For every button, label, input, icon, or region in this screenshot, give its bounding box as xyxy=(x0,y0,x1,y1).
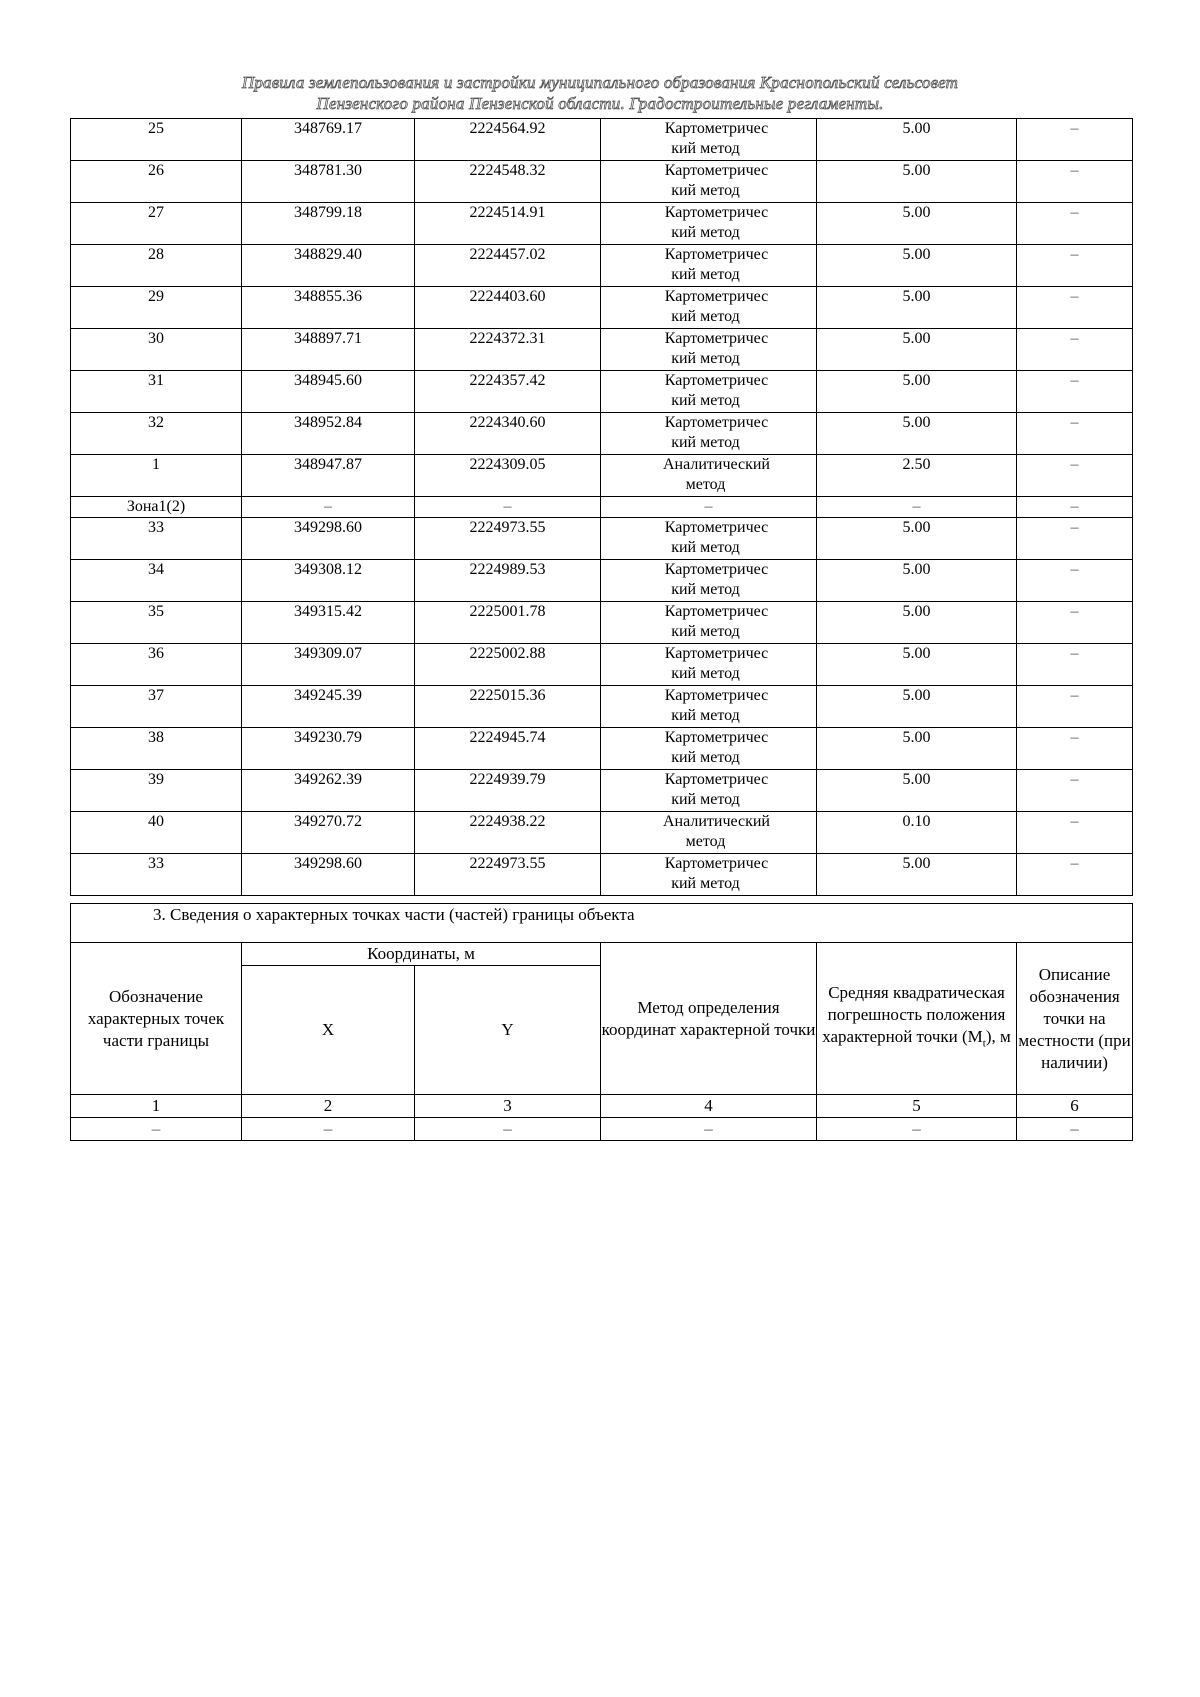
method-line-1: Картометричес xyxy=(664,162,769,179)
col-coords-header: Координаты, м xyxy=(242,943,601,966)
zone-cell-x: – xyxy=(242,497,415,518)
cell-point: 26 xyxy=(71,161,242,203)
cell-point: 29 xyxy=(71,287,242,329)
table-row xyxy=(71,329,1133,371)
cell-method xyxy=(601,245,817,287)
cell-x: 349245.39 xyxy=(242,686,415,728)
method-line-1: Картометричес xyxy=(664,519,769,536)
empty-cell: – xyxy=(415,1118,601,1141)
method-line-1: Картометричес xyxy=(664,372,769,389)
method-line-1: Картометричес xyxy=(664,687,769,704)
method-line-2: кий метод xyxy=(671,266,740,283)
method-line-1: Картометричес xyxy=(664,561,769,578)
cell-x: 349309.07 xyxy=(242,644,415,686)
method-line-1: Картометричес xyxy=(664,246,769,263)
cell-error: 5.00 xyxy=(817,854,1017,896)
cell-point: 33 xyxy=(71,518,242,560)
table-row xyxy=(71,602,1133,644)
cell-desc: – xyxy=(1017,119,1133,161)
col-desc-header: Описание обозначения точки на местности (при наличии) xyxy=(1017,943,1133,1095)
method-line-1: Картометричес xyxy=(664,120,769,137)
cell-desc: – xyxy=(1017,518,1133,560)
table-row xyxy=(71,287,1133,329)
cell-y: 2224372.31 xyxy=(415,329,601,371)
zone-cell-desc: – xyxy=(1017,497,1133,518)
column-number: 4 xyxy=(601,1095,817,1118)
cell-y: 2224548.32 xyxy=(415,161,601,203)
cell-y: 2224403.60 xyxy=(415,287,601,329)
table-row xyxy=(71,728,1133,770)
col-point-header: Обозначение характерных точек части границы xyxy=(71,943,242,1095)
cell-method xyxy=(601,119,817,161)
column-number: 3 xyxy=(415,1095,601,1118)
cell-x: 348945.60 xyxy=(242,371,415,413)
cell-x: 348952.84 xyxy=(242,413,415,455)
cell-y: 2224564.92 xyxy=(415,119,601,161)
zone-cell-m: – xyxy=(601,497,817,518)
cell-error: 5.00 xyxy=(817,560,1017,602)
cell-point: 30 xyxy=(71,329,242,371)
method-line-1: Картометричес xyxy=(664,330,769,347)
method-line-2: кий метод xyxy=(671,392,740,409)
cell-y: 2224938.22 xyxy=(415,812,601,854)
cell-method xyxy=(601,812,817,854)
method-line-2: кий метод xyxy=(671,665,740,682)
cell-x: 349315.42 xyxy=(242,602,415,644)
empty-cell: – xyxy=(817,1118,1017,1141)
cell-y: 2224973.55 xyxy=(415,518,601,560)
cell-error: 5.00 xyxy=(817,245,1017,287)
table-row xyxy=(71,455,1133,497)
cell-y: 2224939.79 xyxy=(415,770,601,812)
cell-desc: – xyxy=(1017,413,1133,455)
section3-table xyxy=(70,903,1133,1141)
method-line-2: метод xyxy=(685,833,726,850)
cell-error: 5.00 xyxy=(817,728,1017,770)
cell-error: 5.00 xyxy=(817,203,1017,245)
cell-point: 36 xyxy=(71,644,242,686)
cell-point: 38 xyxy=(71,728,242,770)
cell-method xyxy=(601,602,817,644)
cell-desc: – xyxy=(1017,854,1133,896)
table-row xyxy=(71,371,1133,413)
cell-x: 348781.30 xyxy=(242,161,415,203)
cell-y: 2225001.78 xyxy=(415,602,601,644)
cell-desc: – xyxy=(1017,728,1133,770)
cell-y: 2225002.88 xyxy=(415,644,601,686)
empty-cell: – xyxy=(601,1118,817,1141)
cell-method xyxy=(601,854,817,896)
header-line-2: Пензенского района Пензенской области. Градостроительные регламенты. xyxy=(316,94,884,113)
cell-error: 5.00 xyxy=(817,413,1017,455)
method-line-2: кий метод xyxy=(671,308,740,325)
method-line-1: Картометричес xyxy=(664,645,769,662)
cell-desc: – xyxy=(1017,161,1133,203)
method-line-2: кий метод xyxy=(671,434,740,451)
cell-point: 33 xyxy=(71,854,242,896)
table-row xyxy=(71,644,1133,686)
cell-error: 5.00 xyxy=(817,287,1017,329)
method-line-1: Аналитический xyxy=(662,813,770,830)
method-line-1: Картометричес xyxy=(664,855,769,872)
method-line-2: кий метод xyxy=(671,581,740,598)
col-x-header: X xyxy=(242,966,415,1095)
empty-cell: – xyxy=(1017,1118,1133,1141)
cell-point: 28 xyxy=(71,245,242,287)
column-number: 2 xyxy=(242,1095,415,1118)
cell-point: 37 xyxy=(71,686,242,728)
column-number-row xyxy=(71,1095,1133,1118)
method-line-2: кий метод xyxy=(671,539,740,556)
cell-y: 2225015.36 xyxy=(415,686,601,728)
cell-error: 5.00 xyxy=(817,770,1017,812)
cell-desc: – xyxy=(1017,329,1133,371)
table-row xyxy=(71,161,1133,203)
cell-y: 2224973.55 xyxy=(415,854,601,896)
cell-error: 5.00 xyxy=(817,119,1017,161)
cell-point: 27 xyxy=(71,203,242,245)
header-line-1: Правила землепользования и застройки муниципального образования Краснопольский сельсовет xyxy=(241,73,959,92)
table-row xyxy=(71,770,1133,812)
cell-x: 348947.87 xyxy=(242,455,415,497)
method-line-1: Картометричес xyxy=(664,204,769,221)
cell-y: 2224457.02 xyxy=(415,245,601,287)
cell-error: 5.00 xyxy=(817,686,1017,728)
method-line-1: Картометричес xyxy=(664,288,769,305)
cell-method xyxy=(601,329,817,371)
cell-error: 0.10 xyxy=(817,812,1017,854)
method-line-1: Аналитический xyxy=(662,456,770,473)
cell-point: 1 xyxy=(71,455,242,497)
col-error-header xyxy=(817,943,1017,1095)
empty-data-row xyxy=(71,1118,1133,1141)
col-error-unit: ), м xyxy=(985,1027,1011,1047)
cell-desc: – xyxy=(1017,203,1133,245)
cell-desc: – xyxy=(1017,602,1133,644)
cell-x: 349230.79 xyxy=(242,728,415,770)
cell-method xyxy=(601,203,817,245)
cell-y: 2224945.74 xyxy=(415,728,601,770)
page-header xyxy=(0,72,1200,114)
column-number: 1 xyxy=(71,1095,242,1118)
coordinates-table xyxy=(70,118,1133,896)
zone-cell-err: – xyxy=(817,497,1017,518)
column-number: 6 xyxy=(1017,1095,1133,1118)
cell-x: 348897.71 xyxy=(242,329,415,371)
cell-y: 2224309.05 xyxy=(415,455,601,497)
method-line-2: кий метод xyxy=(671,707,740,724)
table-row xyxy=(71,854,1133,896)
method-line-1: Картометричес xyxy=(664,771,769,788)
cell-point: 32 xyxy=(71,413,242,455)
cell-error: 5.00 xyxy=(817,518,1017,560)
cell-y: 2224357.42 xyxy=(415,371,601,413)
cell-method xyxy=(601,371,817,413)
cell-point: 40 xyxy=(71,812,242,854)
zone-cell-n: Зона1(2) xyxy=(71,497,242,518)
method-line-2: кий метод xyxy=(671,749,740,766)
table-row xyxy=(71,413,1133,455)
zone-row xyxy=(71,497,1133,518)
cell-x: 348829.40 xyxy=(242,245,415,287)
method-line-2: кий метод xyxy=(671,791,740,808)
zone-cell-y: – xyxy=(415,497,601,518)
cell-method xyxy=(601,770,817,812)
cell-error: 5.00 xyxy=(817,602,1017,644)
cell-method xyxy=(601,518,817,560)
cell-point: 39 xyxy=(71,770,242,812)
cell-x: 349270.72 xyxy=(242,812,415,854)
cell-desc: – xyxy=(1017,371,1133,413)
method-line-2: метод xyxy=(685,476,726,493)
cell-point: 34 xyxy=(71,560,242,602)
method-line-1: Картометричес xyxy=(664,729,769,746)
method-line-2: кий метод xyxy=(671,875,740,892)
table-row xyxy=(71,686,1133,728)
col-error-sub: t xyxy=(982,1037,986,1050)
cell-error: 5.00 xyxy=(817,161,1017,203)
cell-y: 2224514.91 xyxy=(415,203,601,245)
cell-desc: – xyxy=(1017,287,1133,329)
cell-desc: – xyxy=(1017,455,1133,497)
method-line-1: Картометричес xyxy=(664,414,769,431)
cell-error: 2.50 xyxy=(817,455,1017,497)
cell-point: 25 xyxy=(71,119,242,161)
cell-error: 5.00 xyxy=(817,644,1017,686)
col-y-header: Y xyxy=(415,966,601,1095)
cell-error: 5.00 xyxy=(817,371,1017,413)
cell-desc: – xyxy=(1017,560,1133,602)
cell-y: 2224340.60 xyxy=(415,413,601,455)
method-line-2: кий метод xyxy=(671,224,740,241)
cell-method xyxy=(601,644,817,686)
cell-error: 5.00 xyxy=(817,329,1017,371)
col-error-text: Средняя квадратическая погрешность положения характерной точки (M xyxy=(822,983,1006,1047)
cell-method xyxy=(601,560,817,602)
cell-point: 35 xyxy=(71,602,242,644)
cell-method xyxy=(601,455,817,497)
method-line-2: кий метод xyxy=(671,140,740,157)
section3-title: 3. Сведения о характерных точках части (частей) границы объекта xyxy=(71,904,1133,943)
table-row xyxy=(71,518,1133,560)
cell-method xyxy=(601,728,817,770)
cell-desc: – xyxy=(1017,770,1133,812)
cell-method xyxy=(601,686,817,728)
cell-desc: – xyxy=(1017,245,1133,287)
empty-cell: – xyxy=(71,1118,242,1141)
column-number: 5 xyxy=(817,1095,1017,1118)
cell-desc: – xyxy=(1017,812,1133,854)
cell-desc: – xyxy=(1017,686,1133,728)
table-row xyxy=(71,812,1133,854)
table-row xyxy=(71,245,1133,287)
table-row xyxy=(71,119,1133,161)
cell-method xyxy=(601,161,817,203)
table-row xyxy=(71,203,1133,245)
method-line-2: кий метод xyxy=(671,623,740,640)
cell-desc: – xyxy=(1017,644,1133,686)
cell-method xyxy=(601,413,817,455)
cell-x: 348799.18 xyxy=(242,203,415,245)
cell-x: 348769.17 xyxy=(242,119,415,161)
method-line-2: кий метод xyxy=(671,182,740,199)
cell-x: 349262.39 xyxy=(242,770,415,812)
method-line-2: кий метод xyxy=(671,350,740,367)
cell-x: 349308.12 xyxy=(242,560,415,602)
table-row xyxy=(71,560,1133,602)
cell-x: 349298.60 xyxy=(242,854,415,896)
cell-x: 349298.60 xyxy=(242,518,415,560)
cell-method xyxy=(601,287,817,329)
col-method-header: Метод определения координат характерной точки xyxy=(601,943,817,1095)
cell-point: 31 xyxy=(71,371,242,413)
cell-x: 348855.36 xyxy=(242,287,415,329)
cell-y: 2224989.53 xyxy=(415,560,601,602)
empty-cell: – xyxy=(242,1118,415,1141)
method-line-1: Картометричес xyxy=(664,603,769,620)
